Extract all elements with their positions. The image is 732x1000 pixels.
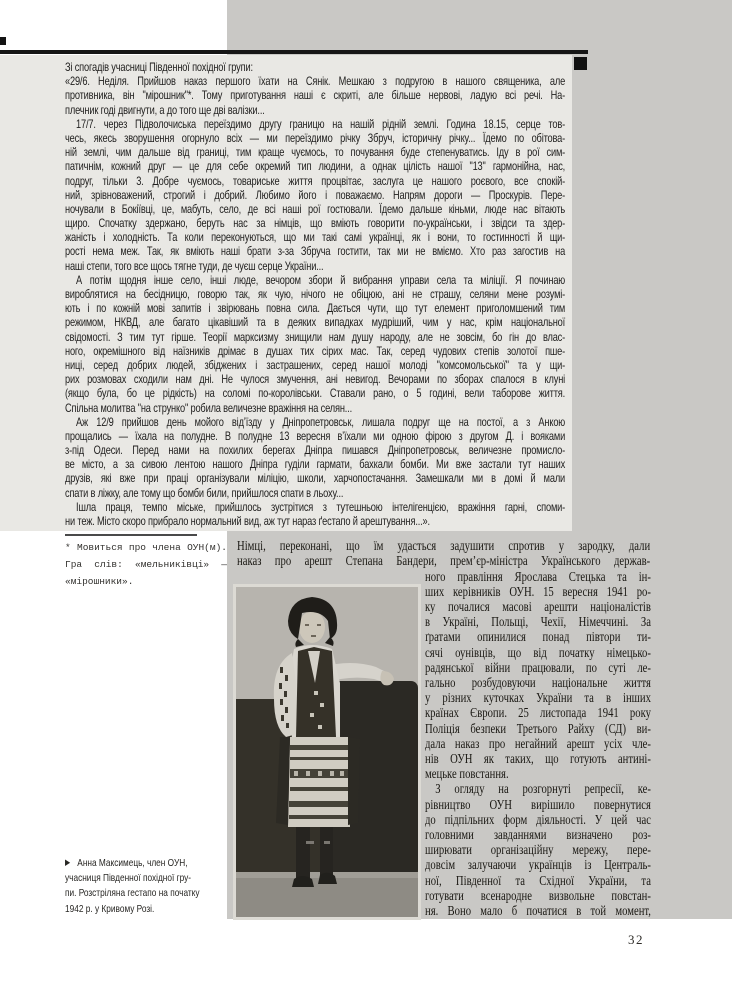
body-line: рівництво ОУН вирішило повернутися	[425, 796, 651, 812]
body-paragraph-narrow	[425, 569, 651, 919]
memoir-quote-line: 17/7. через Підволочиська переїздимо другу границю на нашій рідній землі. Година 18.15, серце тов-	[76, 117, 566, 131]
memoir-quote-line: щиро. Спочатку здержано, беруть нас за німців, що вміють говорити по-українськи, і звідси та здер-	[65, 217, 566, 231]
memoir-quote-line: друзів, які вже при праці організували міліцію, школи, харчопостачання. Замешкали ми в домі й мали	[65, 472, 566, 486]
body-column	[227, 0, 732, 919]
photo-caption-first-line	[65, 856, 215, 871]
memoir-quote-line: ній землі, чим дальше від границі, тим краще чуємось, то почування буде степенуватись. Іду в рої сим-	[65, 146, 566, 160]
memoir-quote-line: Аж 12/9 прийшов день мойого від’їзду у Дніпропетровськ, лишала подруг ще на постої, а з Анкою	[76, 415, 566, 429]
memoir-quote-line: А потім щодня інше село, інші люде, вечором збори й вибрання управи села та міліції. Я починаю	[76, 273, 566, 287]
body-line: головними завданнями визначено роз-	[425, 827, 651, 843]
portrait-photo	[233, 584, 421, 920]
page-number: 32	[628, 932, 644, 947]
body-line: ширювати організаційну мережу, пере-	[425, 842, 651, 858]
memoir-quote-line: (якщо була, бо це рідкість) на соломі по-королівськи. Ставали рано, о 5 годині, вели таборове життя.	[65, 387, 566, 401]
body-line: З огляду на розгорнуті репресії, ке-	[435, 781, 651, 797]
photo-caption	[65, 856, 215, 917]
memoir-quote-line: «29/6. Неділя. Прийшов наказ першого їхати на Сянік. Мешкаю з подругою в нашого священика, але	[65, 75, 566, 89]
body-line: Поліція безпеки Третього Райху (СД) ви-	[425, 720, 651, 736]
body-line: гально розбудовуючи національне життя	[425, 675, 651, 691]
portrait-photo-art	[236, 587, 418, 917]
body-line: ґратами опинилися понад півтори ти-	[425, 629, 651, 645]
body-line: ного правління Ярослава Стецька та ін-	[425, 568, 651, 584]
body-line: довсім залучаючи українців із Централь-	[425, 857, 651, 873]
body-line: готувати всенародне визвольне повстан-	[425, 887, 651, 903]
footnote-text	[65, 539, 227, 590]
caption-line: пи. Розстріляна гестапо на початку	[65, 887, 200, 900]
memoir-quote-line: рості нема меж. Так, як вміють наші брати з-за Збруча гостити, так ми не вміємо. Хто раз загостив на	[65, 245, 566, 259]
footnote-line: «мірошники».	[65, 576, 134, 587]
memoir-quote-line: рих розмовах сходили нам дні. Не чулося змучення, ані невигод. Вечорами по зборах спалося в клуні	[65, 373, 566, 387]
photo-caption-rest	[65, 871, 215, 917]
body-line: дала наказ про негайний арешт усіх чле-	[425, 735, 651, 751]
body-line: ку почалися масові арешти націоналістів	[425, 599, 651, 614]
memoir-quote-line: ного, окремішного від наїзників дрімає в душах тих сірих мас. Так, серед чудових степів золотої пше-	[65, 344, 566, 358]
body-line: в Україні, Польщі, Чехії, Німеччині. За	[425, 614, 651, 630]
memoir-quote-line: свідомості. З тим тут гірше. Теорії марксизму знищили нам душу народу, але не зовсім, бо гін до влас-	[65, 330, 566, 344]
memoir-quote-line: ни теж. Місто скоро прибрало нормальний вид, аж тут нараз ґестапо й арештування...».	[65, 515, 430, 528]
memoir-quote-line: Спільна молитва "на струнко" робила величезне вражіння на селян...	[65, 401, 352, 415]
body-line: нів ОУН як таких, що готують антині-	[425, 751, 651, 767]
body-line: країнах Європи. 25 листопада 1941 року	[425, 705, 651, 721]
memoir-quote-line: Зі спогадів учасниці Південної похідної групи:	[65, 61, 253, 74]
body-line: Німці, переконані, що їм удасться задушити спротив у зародку, дали	[237, 538, 651, 553]
body-line: до підпільних форм діяльності. У цей час	[425, 811, 651, 827]
edge-crop-mark	[0, 37, 6, 45]
memoir-quote-line: ний, зрівноважений, строгий і добрий. Любимо його і поважаємо. Напрям дороги — Проскурів. Пере-	[65, 188, 566, 202]
memoir-quote-line: подруг, тільки 3. Добре чуємось, товариське життя процвітає, заслуга це нашого роєвого, все спокій-	[65, 174, 566, 188]
memoir-quote-line: патичнім, кожний друг — це для себе окремий тип людини, а однак цілість нашої "13" гармонійна, нас,	[65, 160, 566, 174]
memoir-quote-line: Ішла праця, темпо міське, прийшлось зустрітися з тутешньою інтелігенцією, вражіння гарні, споми-	[76, 500, 566, 514]
memoir-quote-line: наші степи, того все щось тягне туди, де чуєш серце України...	[65, 259, 324, 273]
body-line: мецьке повстання.	[425, 766, 509, 782]
body-line: наказ про арешт Степана Бандери, прем’єр-міністра Українського держав-	[237, 553, 651, 569]
memoir-quote-line: з-під Одеси. Перед нами на похилих берегах Дніпра пишався Дніпропетровськ, величезне промисло-	[65, 444, 566, 458]
caption-line: учасниця Південної похідної гру-	[65, 872, 192, 885]
memoir-quote-line: ниці, серед добрих людей, збіджених і застрашених, серед нашої молоді "комсомольської" та у щи-	[65, 358, 566, 372]
body-line: сячі оунівців, що від початку німецько-	[425, 644, 651, 660]
memoir-quote-line: режимом, НКВД, але багато цікавіший та в деяких випадках мудріший, чим у нас, крім національної	[65, 316, 566, 330]
footnote-line: * Мовиться про члена ОУН(м).	[65, 542, 227, 553]
memoir-quote-line: ве місто, а за сивою лентою нашого Дніпра гуділи гармати, бахкали бомби. Ми вже застали тут наших	[65, 458, 566, 472]
memoir-quote-line: противника, він "мірошник"*. Тому приготування наші є скриті, але більше нервові, ладую всі речі. На-	[65, 89, 566, 103]
caption-line: 1942 р. у Кривому Розі.	[65, 902, 155, 915]
footnote-line: Гра слів: «мельниківці» —	[65, 559, 227, 570]
body-line: у різних куточках України та в інших	[425, 690, 651, 706]
memoir-quote-line: ють і по кожній мові запитів і звірювань повна сила. Дається чути, що тут елемент приголомшений тим	[65, 302, 566, 316]
caption-marker-icon: ▶	[65, 857, 71, 867]
caption-line: Анна Максимець, член ОУН,	[77, 857, 188, 869]
memoir-quote-line: ночували в Бокіївці, це, мабуть, село, де всі наші рої гостювали. Їдемо дальше кіньми, люде нас вітають	[65, 202, 566, 216]
memoir-quote-line: вироблятися на бесідницю, говорю так, як чую, нічого не обіцюю, ані не страшу, селяни мене розумі-	[65, 288, 566, 301]
body-line: ної, Південної та Східної України, та	[425, 872, 651, 888]
memoir-quote-line: чесь, якесь зворушення огорнуло всіх — ми переїздимо річку Збруч, історичну річку... Їдемо по обітова-	[65, 131, 566, 145]
body-line: радянської війни працювали, по суті ле-	[425, 659, 651, 675]
memoir-quote-line: прощались — їхала на полудне. В полудне 13 вересня в’їхали ми одною фірою з другом Д. і вояками	[65, 429, 566, 443]
footnote	[65, 534, 230, 590]
memoir-quote-line: спати в ліжку, але тому що бомби били, прийшлося спати в льоху...	[65, 486, 344, 500]
body-paragraph-wide	[237, 538, 650, 569]
memoir-quote-line: плечник годі двигнути, а до того ще дві валізки...	[65, 103, 265, 117]
memoir-quote-line: жаність і холодність. Та коли переконуються, що ми такі самі українці, як і вони, то гостинності й щи-	[65, 231, 566, 245]
body-line: ших керівників ОУН. 15 вересня 1941 ро-	[425, 583, 651, 599]
footnote-rule	[65, 534, 197, 536]
body-line: ня. Воно мало б початися в той момент,	[425, 903, 651, 919]
